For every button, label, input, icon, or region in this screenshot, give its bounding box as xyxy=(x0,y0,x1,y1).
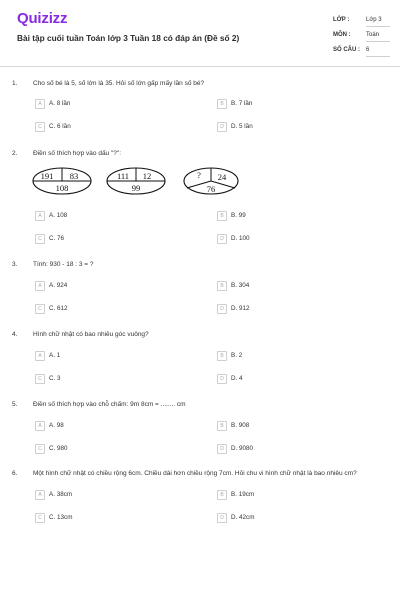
option-letter-box: A xyxy=(35,421,45,431)
question-5-text: Điền số thích hợp vào chỗ chấm: 9m 8cm = ........ cm xyxy=(33,401,186,408)
question-3-text: Tính: 930 - 18 : 3 = ? xyxy=(33,261,94,268)
figure-2-bottom: 99 xyxy=(131,183,141,193)
meta-label-subject: MÔN : xyxy=(333,32,351,38)
figure-3-bottom: 76 xyxy=(206,184,216,194)
figure-1-top-left: 191 xyxy=(40,171,54,181)
option-letter-box: C xyxy=(35,444,45,454)
option-text: D. 5 lần xyxy=(231,123,253,130)
option-text: A. 1 xyxy=(49,352,61,359)
option-text: B. 19cm xyxy=(231,491,255,498)
option-text: C. 3 xyxy=(49,375,61,382)
figure-ellipse-3 xyxy=(184,168,238,194)
option-letter-box: B xyxy=(217,281,227,291)
option-letter-box: C xyxy=(35,122,45,132)
option-letter-box: B xyxy=(217,490,227,500)
option-text: C. 13cm xyxy=(49,514,73,521)
option-text: D. 100 xyxy=(231,235,250,242)
option-letter-box: A xyxy=(35,490,45,500)
option-text: C. 76 xyxy=(49,235,65,242)
option-letter-box: B xyxy=(217,211,227,221)
option-letter-box: C xyxy=(35,513,45,523)
worksheet-title: Bài tập cuối tuần Toán lớp 3 Tuần 18 có đáp án (Đề số 2) xyxy=(17,33,240,43)
option-text: B. 304 xyxy=(231,282,250,289)
figure-3-top-right: 24 xyxy=(217,172,227,182)
option-text: B. 2 xyxy=(231,352,243,359)
figure-ellipse-2 xyxy=(107,168,165,194)
header-divider xyxy=(0,66,400,67)
question-1-number: 1. xyxy=(12,80,18,87)
option-letter-box: C xyxy=(35,374,45,384)
question-2-text: Điền số thích hợp vào dấu "?": xyxy=(33,150,122,157)
option-letter-box: D xyxy=(217,444,227,454)
question-6-number: 6. xyxy=(12,470,18,477)
option-text: A. 8 lần xyxy=(49,100,71,107)
ellipse-number-figure xyxy=(30,166,240,196)
figure-3-top-left: ? xyxy=(197,170,201,180)
option-text: A. 924 xyxy=(49,282,68,289)
meta-value-count: 6 xyxy=(366,47,390,57)
figure-1-bottom: 108 xyxy=(55,183,69,193)
question-5-number: 5. xyxy=(12,401,18,408)
option-letter-box: A xyxy=(35,99,45,109)
option-letter-box: A xyxy=(35,211,45,221)
figure-2-top-left: 111 xyxy=(116,171,130,181)
option-letter-box: D xyxy=(217,304,227,314)
option-text: A. 98 xyxy=(49,422,64,429)
question-2-number: 2. xyxy=(12,150,18,157)
option-letter-box: D xyxy=(217,122,227,132)
option-letter-box: D xyxy=(217,234,227,244)
option-letter-box: B xyxy=(217,351,227,361)
option-text: B. 99 xyxy=(231,212,246,219)
option-letter-box: A xyxy=(35,281,45,291)
question-6-text: Một hình chữ nhật có chiều rộng 6cm. Chiều dài hơn chiều rộng 7cm. Hỏi chu vi hình chữ nhật là bao nhiêu cm? xyxy=(33,470,357,477)
option-text: B. 908 xyxy=(231,422,250,429)
question-1-text: Cho số bé là 5, số lớn là 35. Hỏi số lớn gấp mấy lần số bé? xyxy=(33,80,205,87)
option-letter-box: A xyxy=(35,351,45,361)
figure-ellipse-1 xyxy=(33,168,91,194)
quizizz-logo: Quizizz xyxy=(17,10,68,27)
question-3-number: 3. xyxy=(12,261,18,268)
meta-label-class: LỚP : xyxy=(333,17,350,23)
option-text: C. 612 xyxy=(49,305,68,312)
question-4-number: 4. xyxy=(12,331,18,338)
option-letter-box: B xyxy=(217,99,227,109)
option-text: D. 912 xyxy=(231,305,250,312)
meta-value-class: Lớp 3 xyxy=(366,17,390,27)
option-text: D. 9080 xyxy=(231,445,254,452)
option-text: C. 6 lần xyxy=(49,123,71,130)
option-text: D. 42cm xyxy=(231,514,255,521)
option-text: C. 980 xyxy=(49,445,68,452)
question-4-text: Hình chữ nhật có bao nhiêu góc vuông? xyxy=(33,331,149,338)
option-text: A. 38cm xyxy=(49,491,73,498)
option-letter-box: C xyxy=(35,234,45,244)
figure-2-top-right: 12 xyxy=(142,171,152,181)
option-text: A. 108 xyxy=(49,212,68,219)
option-letter-box: B xyxy=(217,421,227,431)
meta-value-subject: Toán xyxy=(366,32,390,42)
option-text: D. 4 xyxy=(231,375,243,382)
meta-label-count: SỐ CÂU : xyxy=(333,47,360,53)
figure-1-top-right: 83 xyxy=(69,171,79,181)
option-text: B. 7 lần xyxy=(231,100,253,107)
option-letter-box: D xyxy=(217,374,227,384)
option-letter-box: D xyxy=(217,513,227,523)
option-letter-box: C xyxy=(35,304,45,314)
